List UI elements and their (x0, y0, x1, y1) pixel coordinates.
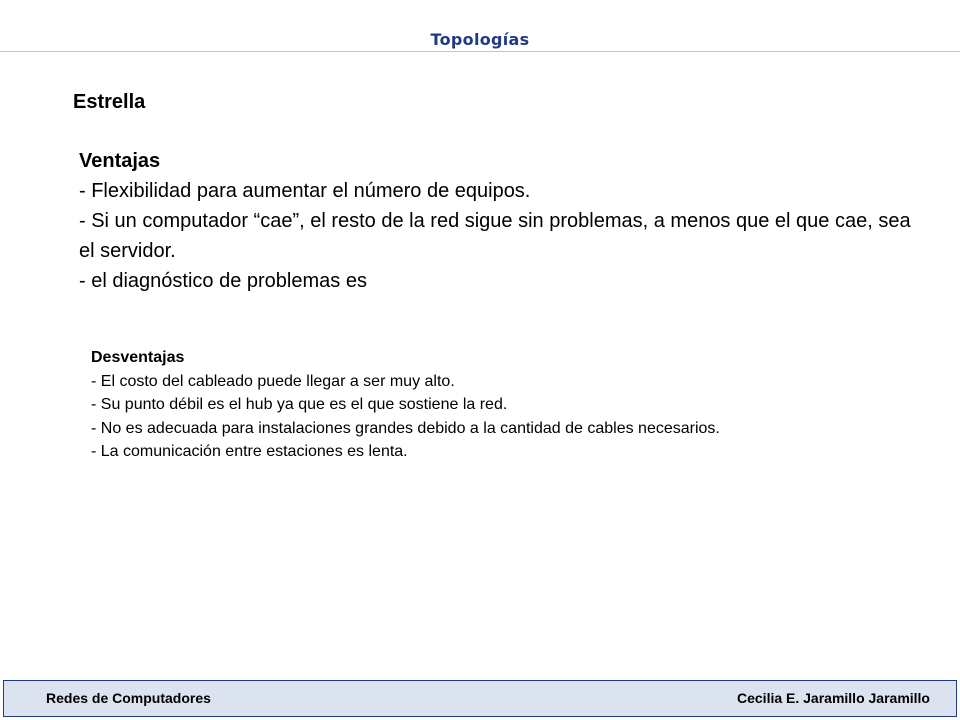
footer-course-name: Redes de Computadores (46, 690, 211, 706)
ventajas-item: - Flexibilidad para aumentar el número de equipos. (79, 180, 531, 202)
slide-title: Topologías (430, 30, 530, 49)
desventajas-item: - No es adecuada para instalaciones grandes debido a la cantidad de cables necesarios. (91, 419, 720, 437)
ventajas-item: - Si un computador “cae”, el resto de la red sigue sin problemas, a menos que el que cae, sea el servidor. (79, 210, 911, 262)
desventajas-title: Desventajas (91, 349, 185, 366)
footer-author: Cecilia E. Jaramillo Jaramillo (737, 690, 930, 706)
ventajas-title: Ventajas (79, 150, 161, 172)
ventajas-block (79, 146, 911, 296)
section-heading: Estrella (73, 91, 146, 113)
desventajas-item: - Su punto débil es el hub ya que es el que sostiene la red. (91, 396, 508, 413)
header-divider (0, 51, 960, 52)
desventajas-item: - La comunicación entre estaciones es lenta. (91, 443, 408, 460)
desventajas-block (91, 346, 791, 464)
ventajas-item: - el diagnóstico de problemas es (79, 270, 367, 292)
desventajas-item: - El costo del cableado puede llegar a ser muy alto. (91, 372, 455, 390)
